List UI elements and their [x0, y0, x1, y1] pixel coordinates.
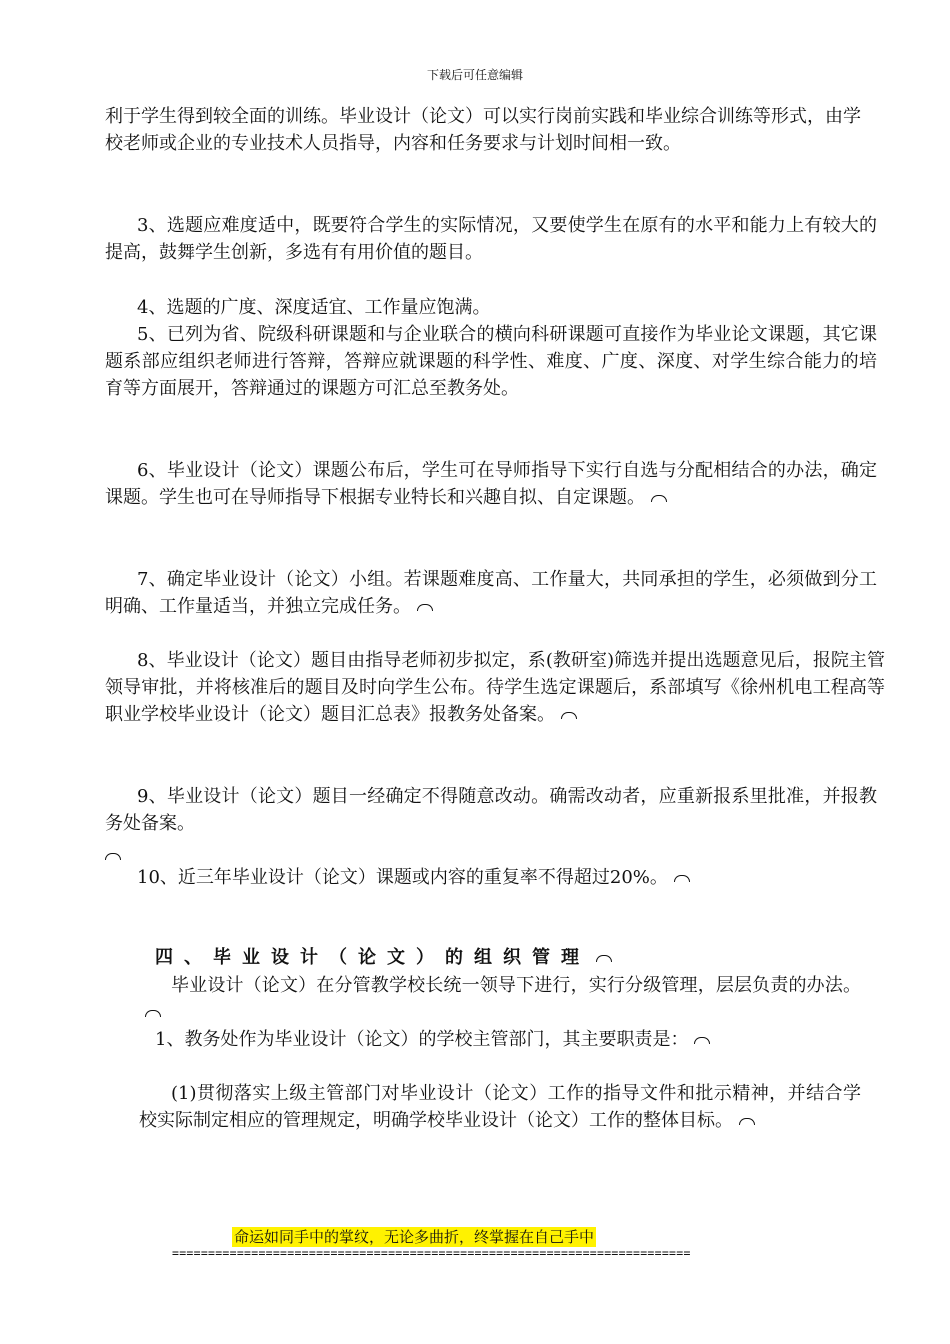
footer-rule: ======================================================================== [172, 1246, 691, 1260]
paragraph-item-5: 5、已列为省、院级科研课题和与企业联合的横向科研课题可直接作为毕业论文课题，其它课题系部应组织老师进行答辩，答辩应就课题的科学性、难度、广度、深度、对学生综合能力的培育等方面展开，答辩通过的课题方可汇总至教务处。 [105, 324, 877, 400]
paragraph-mark-icon [105, 853, 121, 860]
paragraph-mark-icon [596, 955, 612, 962]
paragraph-mark-standalone [105, 846, 121, 865]
paragraph-item-8: 8、毕业设计（论文）题目由指导老师初步拟定，系(教研室)筛选并提出选题意见后，报院主管领导审批，并将核准后的题目及时向学生公布。待学生选定课题后，系部填写《徐州机电工程高等职业学校毕业设计（论文）题目汇总表》报教务处备案。 [105, 650, 885, 726]
paragraph-duty-1: 1、教务处作为毕业设计（论文）的学校主管部门，其主要职责是： [139, 1026, 883, 1053]
paragraph-mark-icon [561, 712, 577, 719]
paragraph-mark-icon [417, 604, 433, 611]
paragraph-item-6: 6、毕业设计（论文）课题公布后，学生可在导师指导下实行自选与分配相结合的办法，确定课题。学生也可在导师指导下根据专业特长和兴趣自拟、自定课题。 [105, 460, 877, 509]
paragraph-item-3: 3、选题应难度适中，既要符合学生的实际情况，又要使学生在原有的水平和能力上有较大的提高，鼓舞学生创新，多选有有用价值的题目。 [105, 215, 877, 264]
paragraph-mark-icon [145, 1010, 161, 1017]
footer-quote: 命运如同手中的掌纹，无论多曲折，终掌握在自己手中 [234, 1228, 595, 1246]
paragraph-duty-1-sub-1: (1)贯彻落实上级主管部门对毕业设计（论文）工作的指导文件和批示精神，并结合学校实际制定相应的管理规定，明确学校毕业设计（论文）工作的整体目标。 [139, 1083, 861, 1132]
paragraph-item-7: 7、确定毕业设计（论文）小组。若课题难度高、工作量大，共同承担的学生，必须做到分工明确、工作量适当，并独立完成任务。 [105, 569, 877, 618]
paragraph-item-10: 10、近三年毕业设计（论文）课题或内容的重复率不得超过20%。 [105, 864, 861, 891]
page-header: 下载后可任意编辑 [426, 68, 523, 82]
paragraph-mark-icon [694, 1037, 710, 1044]
paragraph-mark-icon [739, 1118, 755, 1125]
section-heading: 四、毕业设计（论文）的组织管理 [155, 944, 612, 971]
paragraph-mark-icon [651, 495, 667, 502]
paragraph-section-intro: 毕业设计（论文）在分管教学校长统一领导下进行，实行分级管理，层层负责的办法。 [139, 972, 861, 1026]
paragraph-item-4: 4、选题的广度、深度适宜、工作量应饱满。 [137, 297, 491, 318]
paragraph-item-9: 9、毕业设计（论文）题目一经确定不得随意改动。确需改动者，应重新报系里批准，并报教务处备案。 [105, 786, 877, 835]
paragraph-mark-icon [674, 875, 690, 882]
paragraph-intro: 利于学生得到较全面的训练。毕业设计（论文）可以实行岗前实践和毕业综合训练等形式，由学校老师或企业的专业技术人员指导，内容和任务要求与计划时间相一致。 [105, 106, 861, 155]
